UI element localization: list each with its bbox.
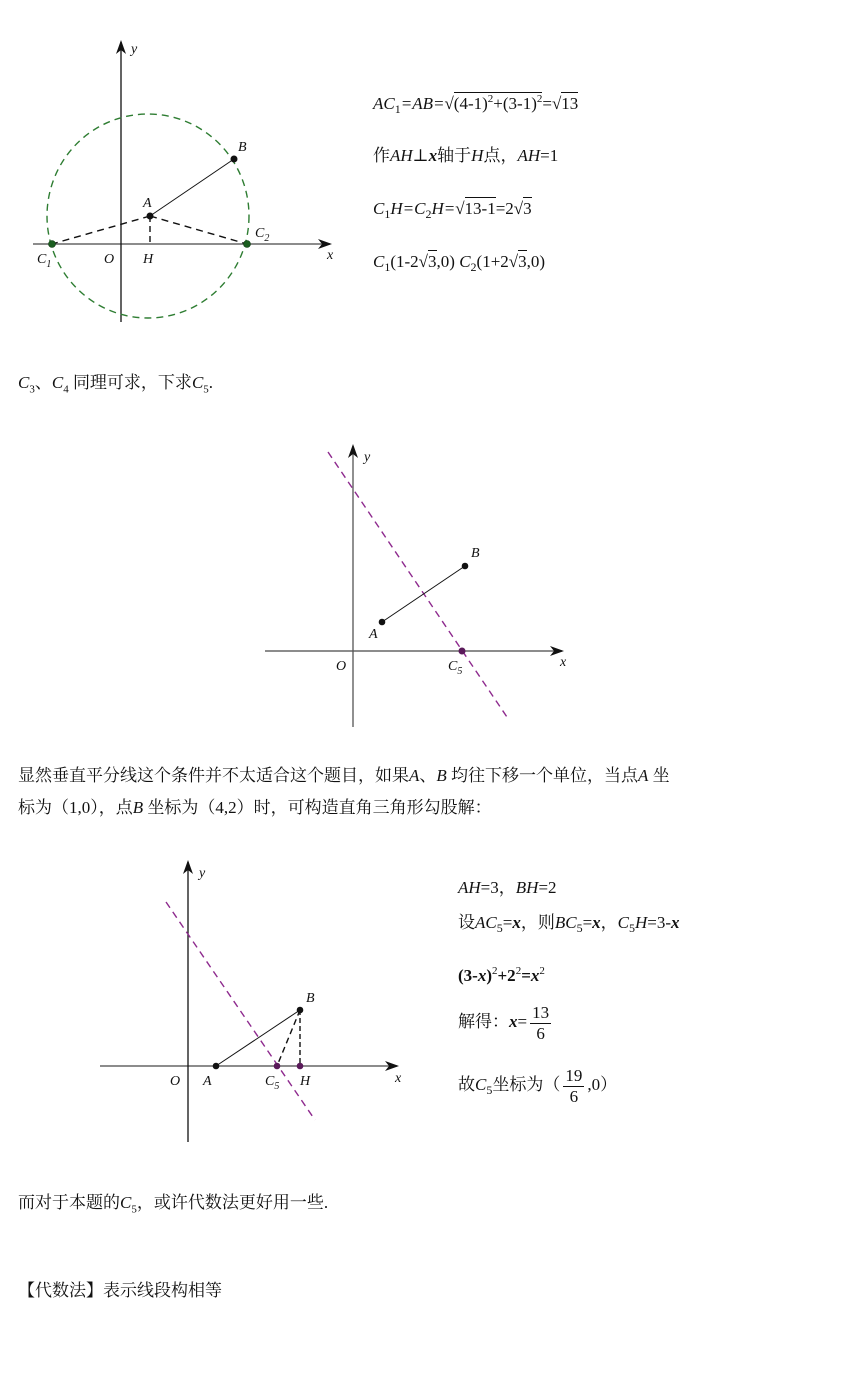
point-a bbox=[147, 213, 154, 220]
segment-ab bbox=[382, 566, 465, 622]
section-heading-algebra-method: 【代数法】表示线段构相等 bbox=[18, 1281, 222, 1300]
label-c5: $C_5$ bbox=[448, 659, 463, 677]
equation-ac1-ab: $AC_1=AB=√(4-1)^2+(3-1)^2=√13$ bbox=[373, 93, 579, 116]
label-a: A bbox=[369, 627, 378, 642]
label-c5: $C_5$ bbox=[265, 1074, 280, 1092]
point-c5 bbox=[274, 1063, 281, 1070]
figure-circle-construction bbox=[0, 0, 842, 340]
figure-right-triangle bbox=[0, 850, 842, 1160]
point-b bbox=[231, 156, 238, 163]
statement-let-x: 设$AC_5=x$，则$BC_5=x$，$C_5H=3-x$ bbox=[458, 913, 680, 935]
label-b: B bbox=[306, 991, 315, 1006]
segment-bc5 bbox=[277, 1010, 300, 1066]
fraction-19-6: $\frac{19}{6}$ bbox=[565, 1065, 583, 1106]
label-o: O bbox=[336, 659, 347, 674]
equation-c1h-c2h: $C_1H=C_2H=√13-1=2√3$ bbox=[373, 199, 532, 221]
point-b bbox=[462, 563, 469, 570]
fraction-13-6: $\frac{13}{6}$ bbox=[532, 1002, 550, 1043]
perpendicular-bisector bbox=[328, 452, 509, 720]
label-y: y bbox=[364, 450, 371, 465]
segment-ab bbox=[150, 159, 234, 216]
point-a bbox=[213, 1063, 220, 1070]
point-c1 bbox=[49, 241, 56, 248]
result-c5-coordinates: 故$C_5$坐标为（ $\frac{19}{6}$ ,0） bbox=[458, 1065, 618, 1106]
segment-ac2 bbox=[150, 216, 247, 244]
label-b: B bbox=[238, 140, 247, 155]
coordinates-c1-c2: $C_1(1-2√3,0)$ $C_2(1+2√3,0)$ bbox=[373, 252, 546, 274]
label-h: H bbox=[300, 1074, 311, 1089]
label-y: y bbox=[199, 866, 206, 881]
equation-pythagoras: $(3-x)^2+2^2=x^2$ bbox=[458, 965, 545, 985]
label-a: A bbox=[143, 196, 152, 211]
statement-ah-bh: AH=3，BH=2 bbox=[458, 878, 557, 897]
segment-ac1 bbox=[52, 216, 150, 244]
label-o: O bbox=[104, 252, 115, 267]
segment-ab bbox=[216, 1010, 300, 1066]
figure-perpendicular-bisector bbox=[0, 430, 842, 750]
point-c2 bbox=[244, 241, 251, 248]
label-h: H bbox=[143, 252, 154, 267]
label-y: y bbox=[131, 42, 138, 57]
paragraph-shift-explanation: 显然垂直平分线这个条件并不太适合这个题目，如果A、B 均往下移一个单位，当点A 坐 标为（1,0），点B 坐标为（4,2）时，可构造直角三角形勾股解： bbox=[18, 766, 670, 817]
point-a bbox=[379, 619, 386, 626]
point-c5 bbox=[459, 648, 466, 655]
point-h bbox=[297, 1063, 304, 1070]
label-b: B bbox=[471, 546, 480, 561]
solution-x: 解得：x= $\frac{13}{6}$ bbox=[458, 1002, 550, 1043]
point-b bbox=[297, 1007, 304, 1014]
label-o: O bbox=[170, 1074, 181, 1089]
statement-ah-perp: 作AH⊥x轴于H点，AH=1 bbox=[373, 146, 559, 165]
label-c1: $C_1$ bbox=[37, 252, 52, 270]
paragraph-c3-c4: $C_3$、$C_4$ 同理可求，下求$C_5$. bbox=[18, 373, 214, 396]
label-x: x bbox=[560, 655, 567, 670]
label-x: x bbox=[395, 1071, 402, 1086]
label-c2: $C_2$ bbox=[255, 226, 270, 244]
paragraph-algebra-better: 而对于本题的$C_5$，或许代数法更好用一些. bbox=[18, 1193, 329, 1216]
label-a: A bbox=[203, 1074, 212, 1089]
label-x: x bbox=[327, 248, 334, 263]
